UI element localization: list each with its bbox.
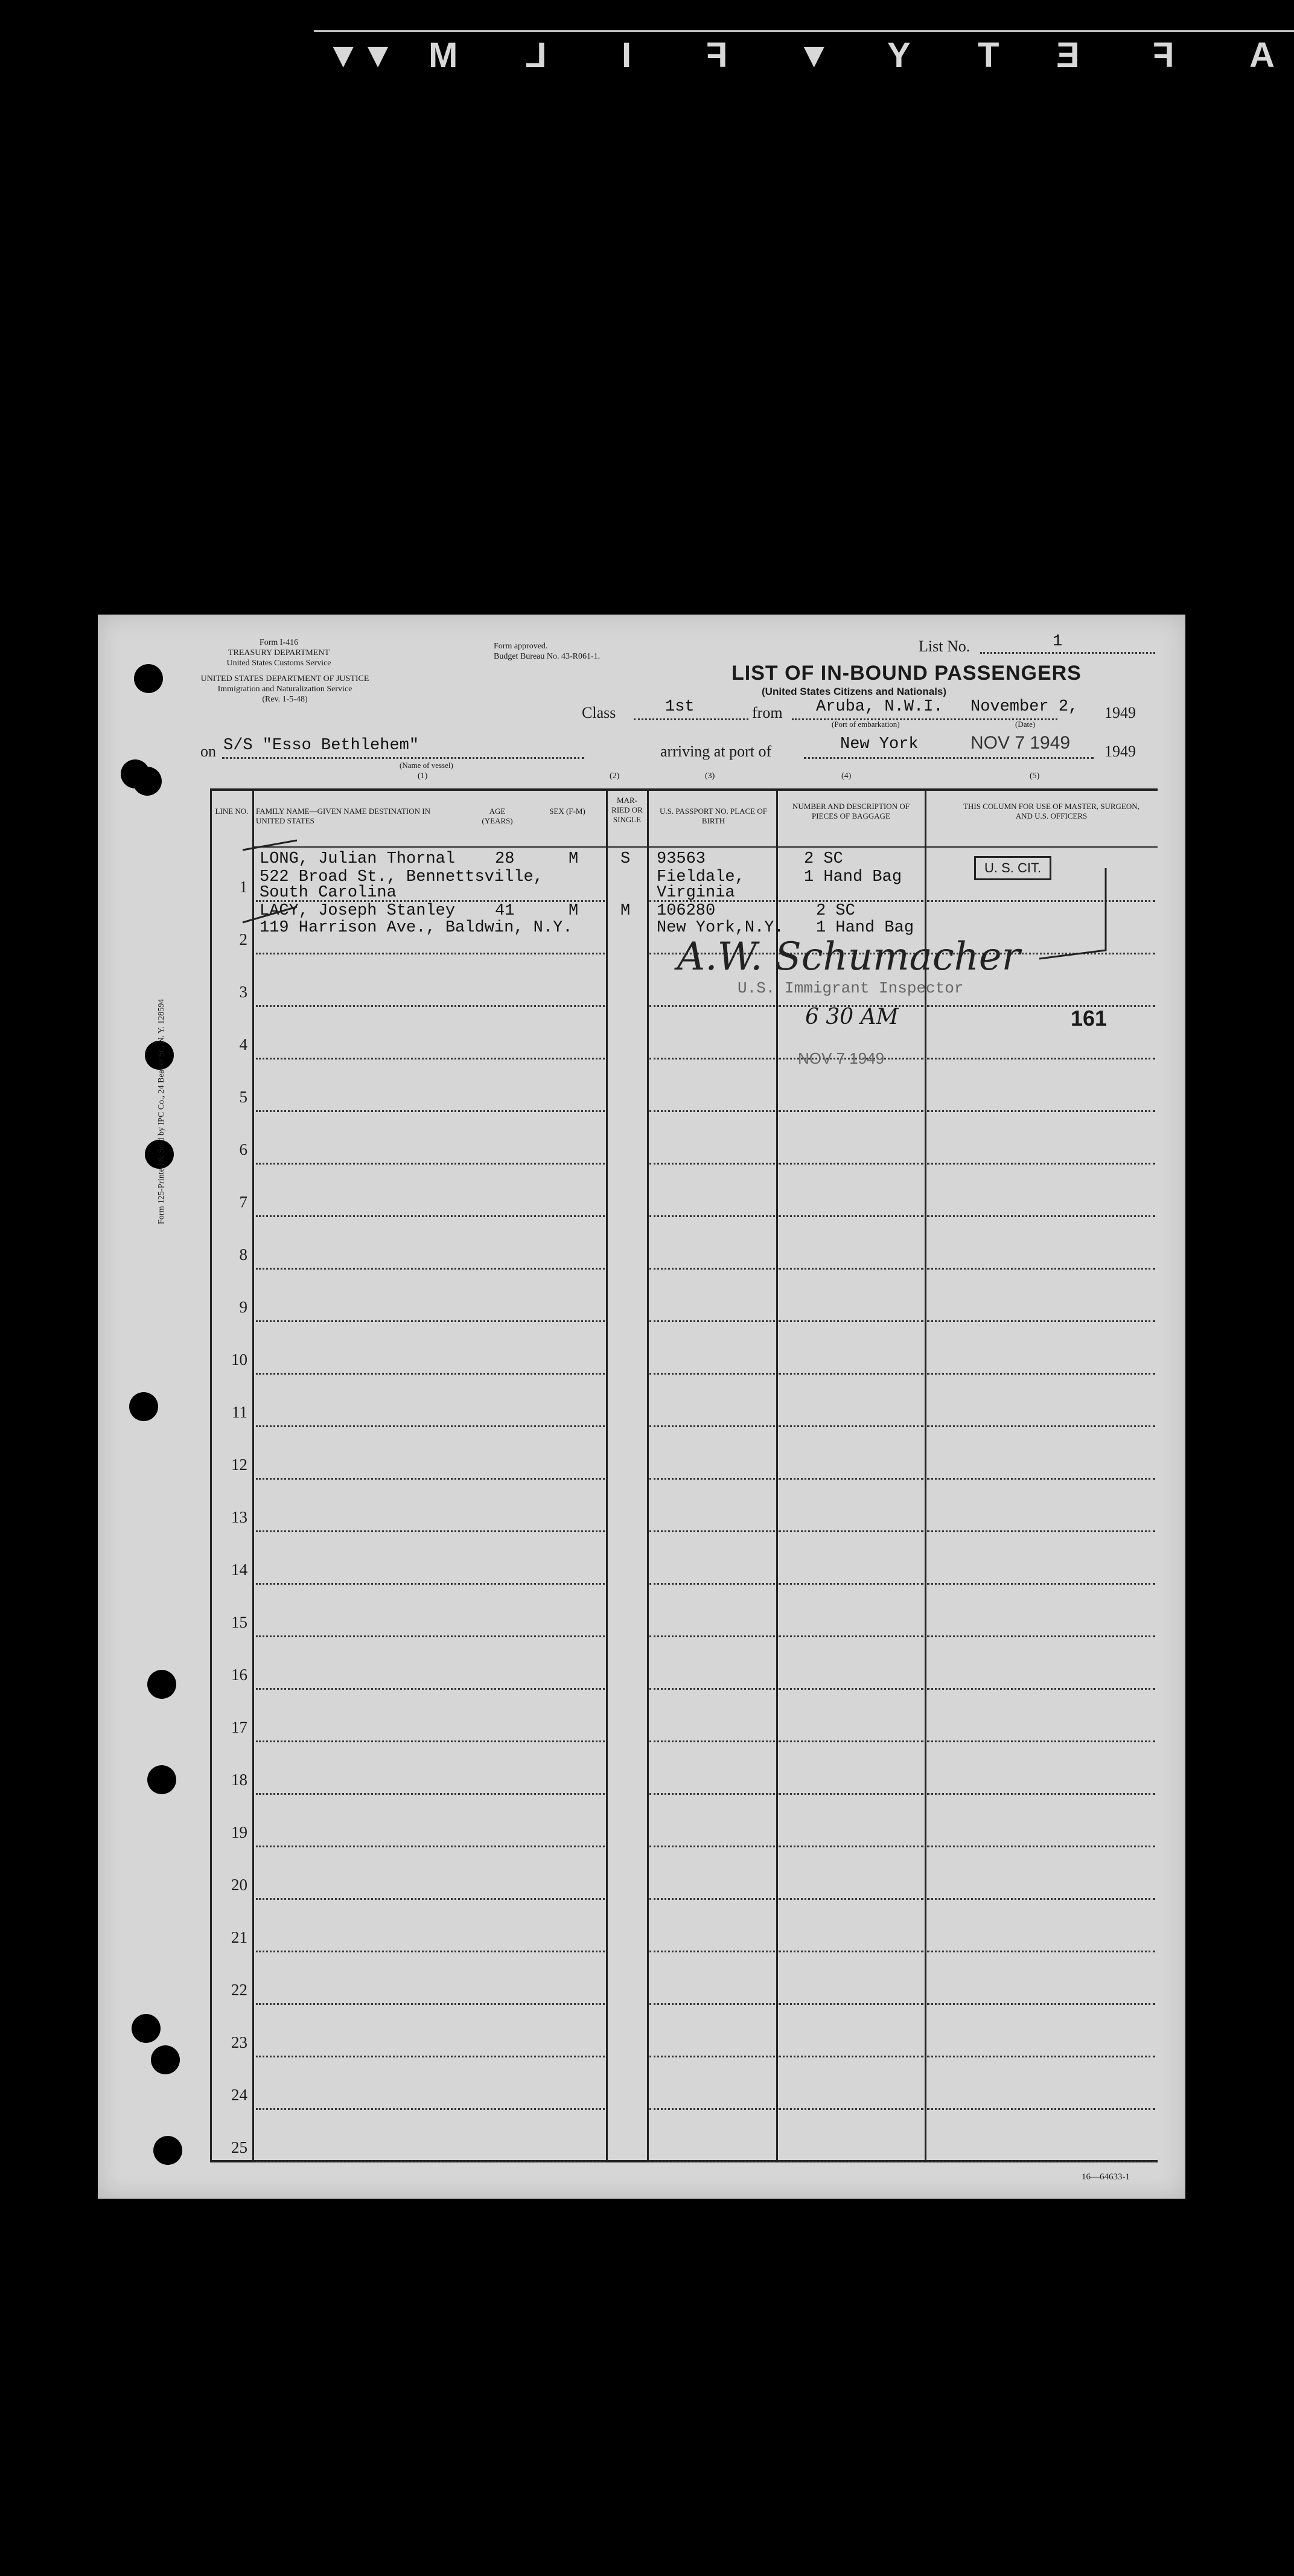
header-married: MAR-RIED OR SINGLE <box>611 796 643 824</box>
row-dotted-line <box>779 1110 923 1112</box>
line-number: 20 <box>231 1876 247 1894</box>
line-number: 17 <box>231 1718 247 1736</box>
row-dotted-line <box>779 1793 923 1795</box>
row-dotted-line <box>256 1110 605 1112</box>
binder-hole <box>133 767 162 796</box>
binder-hole <box>147 1670 176 1699</box>
row-dotted-line <box>779 1215 923 1217</box>
form-header-justice <box>194 674 375 705</box>
printer-imprint: Form 125-Printed & Sold by IPC Co., 24 Beaver St., N. Y. 128594 <box>157 999 166 1224</box>
row-dotted-line <box>779 1425 923 1427</box>
row-dotted-line <box>779 1635 923 1637</box>
film-arrow: ▼▼ <box>326 36 395 75</box>
form-revision: (Rev. 1-5-48) <box>262 695 308 704</box>
film-letter: F <box>1153 36 1174 75</box>
page-title: LIST OF IN-BOUND PASSENGERS <box>731 662 1082 685</box>
line-number: 6 <box>239 1140 247 1159</box>
row-dotted-line <box>779 1268 923 1270</box>
row-dotted-line <box>779 1320 923 1322</box>
row-dotted-line <box>649 2161 775 2162</box>
p2-addr1: 119 Harrison Ave., Baldwin, N.Y. <box>260 919 573 937</box>
row-dotted-line <box>927 1688 1155 1690</box>
row-dotted-line <box>256 1320 605 1322</box>
binder-hole <box>147 1765 176 1794</box>
header-officers: THIS COLUMN FOR USE OF MASTER, SURGEON, AND U.S. OFFICERS <box>963 802 1139 820</box>
row-dotted-line <box>649 2003 775 2005</box>
row-dotted-line <box>256 2003 605 2005</box>
row-dotted-line <box>779 1688 923 1690</box>
line-no-divider <box>252 788 254 2162</box>
row-dotted-line <box>927 2003 1155 2005</box>
line-number: 22 <box>231 1981 247 1999</box>
row-dotted-line <box>649 1951 775 1952</box>
line-number: 1 <box>239 878 247 896</box>
budget-bureau: Budget Bureau No. 43-R061-1. <box>494 652 601 661</box>
row-dotted-line <box>779 1583 923 1585</box>
p2-name: LACY, Joseph Stanley <box>260 902 456 920</box>
binder-hole <box>132 2014 161 2043</box>
row-dotted-line <box>649 1530 775 1532</box>
form-approved: Form approved. <box>494 642 548 651</box>
col-num: (4) <box>841 772 852 781</box>
year-1: 1949 <box>1104 704 1136 721</box>
row-dotted-line <box>927 1110 1155 1112</box>
line-number: 4 <box>239 1035 247 1053</box>
header-passport: U.S. PASSPORT NO. PLACE OF BIRTH <box>659 807 768 825</box>
row-dotted-line <box>649 1635 775 1637</box>
p2-bag1: 2 SC <box>816 902 855 920</box>
p2-age: 41 <box>495 902 515 920</box>
line-number: 16 <box>231 1666 247 1684</box>
row-dotted-line <box>927 1425 1155 1427</box>
row-dotted-line <box>779 1846 923 1847</box>
line-number: 12 <box>231 1456 247 1474</box>
row-dotted-line <box>256 1268 605 1270</box>
row-dotted-line <box>779 1898 923 1900</box>
row-dotted-line <box>649 1320 775 1322</box>
row-dotted-line <box>779 1740 923 1742</box>
row-dotted-line <box>927 1163 1155 1165</box>
row-dotted-line <box>927 1268 1155 1270</box>
col-num: (1) <box>418 772 428 781</box>
row-dotted-line <box>927 1846 1155 1847</box>
col-num: (2) <box>610 772 620 781</box>
from-port: Aruba, N.W.I. <box>816 698 943 716</box>
p1-passport: 93563 <box>657 850 706 868</box>
film-letter: L <box>525 36 547 75</box>
line-number: 15 <box>231 1613 247 1631</box>
row-dotted-line <box>779 1373 923 1375</box>
line-number: 2 <box>239 930 247 948</box>
p1-bag2: 1 Hand Bag <box>804 868 902 886</box>
form-footer-code: 16—64633-1 <box>1082 2172 1130 2182</box>
row-dotted-line <box>256 1373 605 1375</box>
line-number: 11 <box>232 1403 247 1421</box>
row-dotted-line <box>779 1530 923 1532</box>
header-sex: SEX (F-M) <box>549 807 585 816</box>
year-2: 1949 <box>1104 743 1136 760</box>
row-dotted-line <box>927 1635 1155 1637</box>
row-dotted-line <box>927 2161 1155 2162</box>
binder-hole <box>153 2136 182 2165</box>
header-name: FAMILY NAME—GIVEN NAME DESTINATION IN UNITED STATES <box>256 807 431 825</box>
film-edge-print <box>326 35 1294 89</box>
p1-addr2: South Carolina <box>260 884 397 902</box>
col-num: (3) <box>705 772 715 781</box>
binder-hole <box>151 2045 180 2074</box>
header-line-no: LINE NO. <box>215 807 249 816</box>
line-number: 18 <box>231 1771 247 1789</box>
p1-status: S <box>620 850 631 868</box>
inspector-signature: A.W. Schumacher <box>677 935 1021 979</box>
list-no-value: 1 <box>1053 633 1063 651</box>
p1-birth1: Fieldale, <box>657 868 745 886</box>
arrival-date-stamp: NOV 7 1949 <box>970 733 1071 753</box>
film-arrow: ▼ <box>797 36 832 75</box>
p1-name: LONG, Julian Thornal <box>260 850 456 868</box>
header-baggage: NUMBER AND DESCRIPTION OF PIECES OF BAGGAGE <box>792 802 910 820</box>
departure-date: November 2, <box>970 698 1079 716</box>
row-dotted-line <box>927 1373 1155 1375</box>
row-dotted-line <box>927 1951 1155 1952</box>
row-dotted-line <box>649 1373 775 1375</box>
stamp-connector <box>1039 868 1106 959</box>
row-dotted-line <box>256 1793 605 1795</box>
row-dotted-line <box>927 2108 1155 2110</box>
pen-mark <box>243 840 297 850</box>
treasury-dept: TREASURY DEPARTMENT <box>228 648 330 657</box>
row-dotted-line <box>779 2003 923 2005</box>
film-edge-line <box>314 30 1294 32</box>
film-letter: M <box>429 36 458 75</box>
film-letter: F <box>706 36 728 75</box>
row-dotted-line <box>256 1846 605 1847</box>
film-letter: A <box>1249 36 1275 75</box>
ins-service: Immigration and Naturalization Service <box>217 685 352 694</box>
row-dotted-line <box>649 1005 775 1007</box>
row-dotted-line <box>649 1740 775 1742</box>
line-number: 14 <box>231 1561 247 1579</box>
table-top-rule <box>210 788 1158 791</box>
p2-birth1: New York,N.Y. <box>657 919 784 937</box>
row-dotted-line <box>927 1740 1155 1742</box>
row-dotted-line <box>256 1530 605 1532</box>
row-dotted-line <box>927 2056 1155 2057</box>
inspection-date-stamp: NOV 7 1949 <box>798 1049 885 1067</box>
port-caption: (Port of embarkation) <box>832 720 900 729</box>
line-number: 8 <box>239 1245 247 1264</box>
justice-dept: UNITED STATES DEPARTMENT OF JUSTICE <box>200 674 369 683</box>
film-letter: T <box>978 36 999 75</box>
row-dotted-line <box>256 1163 605 1165</box>
p1-addr1: 522 Broad St., Bennettsville, <box>260 868 543 886</box>
row-dotted-line <box>927 1793 1155 1795</box>
row-dotted-line <box>649 1425 775 1427</box>
vessel-name: S/S "Esso Bethlehem" <box>223 737 419 755</box>
passenger-list-sheet <box>98 615 1185 2199</box>
row-dotted-line <box>649 1163 775 1165</box>
form-header-treasury <box>200 638 357 668</box>
binder-hole <box>129 1392 158 1421</box>
row-dotted-line <box>649 2108 775 2110</box>
row-dotted-line <box>256 2056 605 2057</box>
form-approval <box>494 641 600 662</box>
row-dotted-line <box>649 1215 775 1217</box>
binder-hole <box>134 664 163 693</box>
row-dotted-line <box>256 1635 605 1637</box>
film-letter: Y <box>887 36 911 75</box>
row-dotted-line <box>927 1898 1155 1900</box>
row-dotted-line <box>927 1058 1155 1059</box>
arrival-time: 6 30 AM <box>805 1005 899 1029</box>
row-dotted-line <box>927 1320 1155 1322</box>
row-dotted-line <box>927 1005 1155 1007</box>
p2-bag2: 1 Hand Bag <box>816 919 914 937</box>
list-no-line <box>980 652 1155 654</box>
customs-service: United States Customs Service <box>226 659 331 668</box>
row-dotted-line <box>927 1583 1155 1585</box>
film-letter: E <box>1056 36 1080 75</box>
row-dotted-line <box>649 2056 775 2057</box>
row-dotted-line <box>927 1215 1155 1217</box>
line-number: 10 <box>231 1350 247 1369</box>
vessel-caption: (Name of vessel) <box>400 761 453 770</box>
row-dotted-line <box>649 1688 775 1690</box>
row-dotted-line <box>256 1583 605 1585</box>
line-number: 25 <box>231 2138 247 2156</box>
row-dotted-line <box>256 1425 605 1427</box>
from-label: from <box>752 704 783 721</box>
row-dotted-line <box>256 1740 605 1742</box>
class-value: 1st <box>665 698 695 716</box>
name-divider <box>606 788 608 2162</box>
line-number: 5 <box>239 1088 247 1106</box>
row-dotted-line <box>649 1110 775 1112</box>
row-dotted-line <box>649 1898 775 1900</box>
film-letter: I <box>622 36 632 75</box>
row-dotted-line <box>927 1478 1155 1480</box>
row-dotted-line <box>256 1951 605 1952</box>
line-number: 23 <box>231 2033 247 2051</box>
marital-divider <box>647 788 649 2162</box>
row-dotted-line <box>649 1583 775 1585</box>
on-label: on <box>200 743 216 760</box>
row-dotted-line <box>256 1215 605 1217</box>
row-dotted-line <box>256 1688 605 1690</box>
row-dotted-line <box>779 2161 923 2162</box>
row-dotted-line <box>649 1058 775 1059</box>
p2-passport: 106280 <box>657 902 716 920</box>
list-no-label: List No. <box>919 638 970 655</box>
header-age: AGE (YEARS) <box>482 807 513 825</box>
p2-sex: M <box>569 902 579 920</box>
p2-status: M <box>620 902 631 920</box>
p1-birth2: Virginia <box>657 884 735 902</box>
arrival-line <box>804 757 1094 759</box>
date-caption: (Date) <box>1015 720 1036 729</box>
class-label: Class <box>582 704 616 721</box>
line-number: 7 <box>239 1193 247 1211</box>
row-dotted-line <box>649 1846 775 1847</box>
row-dotted-line <box>256 1005 605 1007</box>
row-dotted-line <box>256 1898 605 1900</box>
col-num: (5) <box>1030 772 1040 781</box>
p1-bag1: 2 SC <box>804 850 843 868</box>
row-dotted-line <box>927 1530 1155 1532</box>
vessel-line <box>222 757 584 759</box>
row-dotted-line <box>779 1951 923 1952</box>
row-dotted-line <box>256 1058 605 1059</box>
line-number: 13 <box>231 1508 247 1526</box>
row-dotted-line <box>779 1478 923 1480</box>
row-dotted-line <box>649 1793 775 1795</box>
class-line <box>634 718 748 720</box>
row-dotted-line <box>649 1268 775 1270</box>
row-dotted-line <box>649 1478 775 1480</box>
p1-age: 28 <box>495 850 515 868</box>
row-dotted-line <box>256 2108 605 2110</box>
line-number: 3 <box>239 983 247 1001</box>
p1-sex: M <box>569 850 579 868</box>
row-dotted-line <box>256 1478 605 1480</box>
us-citizen-stamp: U. S. CIT. <box>974 856 1051 880</box>
line-number: 19 <box>231 1823 247 1841</box>
line-number: 24 <box>231 2086 247 2104</box>
arrival-port: New York <box>840 735 919 753</box>
tally-number: 161 <box>1071 1006 1108 1031</box>
row-dotted-line <box>256 2161 605 2162</box>
row-dotted-line <box>779 1163 923 1165</box>
line-number: 9 <box>239 1298 247 1316</box>
page-subtitle: (United States Citizens and Nationals) <box>762 686 947 697</box>
line-number: 21 <box>231 1928 247 1946</box>
row-dotted-line <box>779 2056 923 2057</box>
pen-mark <box>243 907 297 922</box>
form-number: Form I-416 <box>259 638 299 647</box>
arriving-label: arriving at port of <box>660 743 772 760</box>
inspector-title: U.S. Immigrant Inspector <box>738 979 964 997</box>
row-dotted-line <box>779 2108 923 2110</box>
